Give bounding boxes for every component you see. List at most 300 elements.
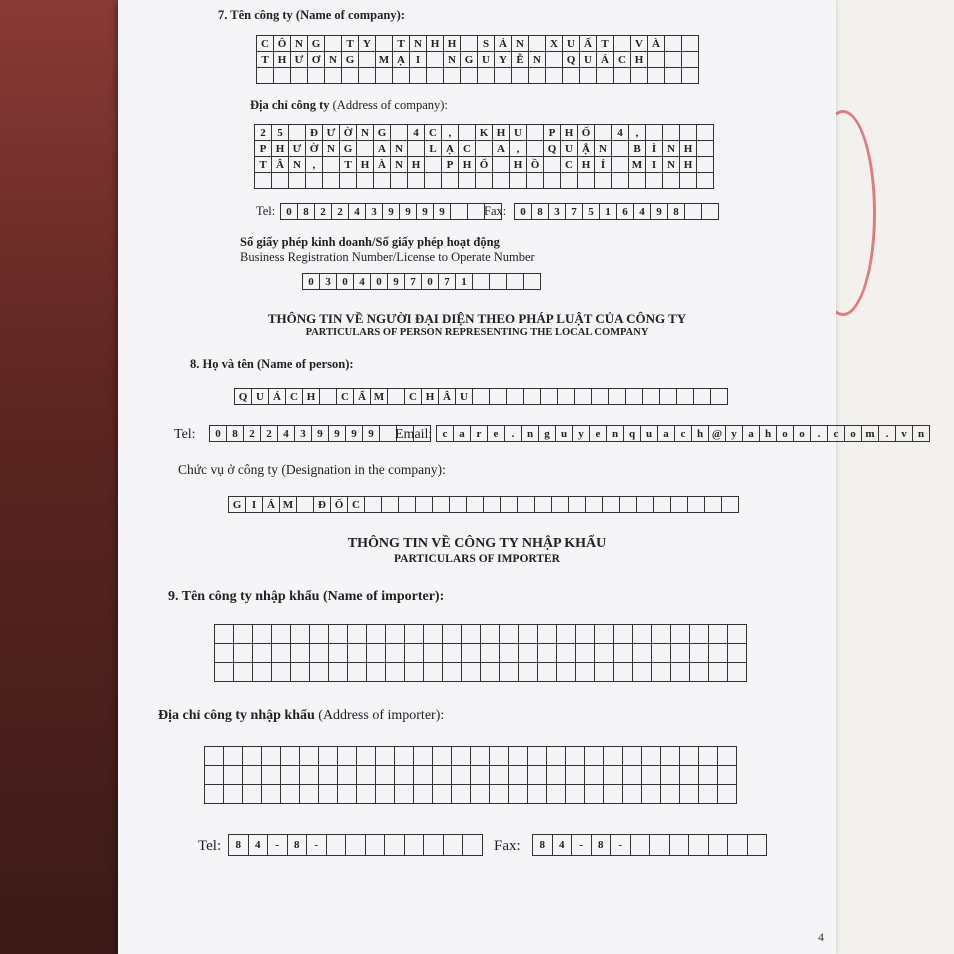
- grid-cell: [541, 389, 558, 405]
- grid-cell: [670, 835, 690, 856]
- grid-cell: [519, 644, 538, 663]
- grid-cell: A: [493, 141, 510, 157]
- grid-cell: [427, 68, 444, 84]
- grid-cell: [694, 389, 711, 405]
- grid-cell: [648, 68, 665, 84]
- grid-cell: [433, 785, 452, 804]
- grid-cell: [544, 157, 561, 173]
- grid-cell: [682, 52, 699, 68]
- grid-cell: [329, 644, 348, 663]
- grid-cell: [682, 68, 699, 84]
- grid-cell: [557, 625, 576, 644]
- grid-cell: [661, 747, 680, 766]
- grid-cell: [718, 766, 737, 785]
- grid-cell: N: [595, 141, 612, 157]
- grid-cell: e: [590, 426, 607, 442]
- grid-cell: [558, 389, 575, 405]
- grid-cell: [289, 125, 306, 141]
- grid-cell: [614, 644, 633, 663]
- grid-cell: [665, 52, 682, 68]
- grid-cell: L: [425, 141, 442, 157]
- grid-cell: [395, 747, 414, 766]
- grid-cell: [308, 68, 325, 84]
- grid-cell: [329, 625, 348, 644]
- grid-cell: r: [471, 426, 488, 442]
- grid-cell: o: [845, 426, 862, 442]
- grid-cell: [646, 173, 663, 189]
- grid-cell: [576, 625, 595, 644]
- label-en: (Name of importer):: [322, 589, 445, 604]
- grid-cell: [416, 497, 433, 513]
- grid-cell: [462, 644, 481, 663]
- grid-cell: 3: [366, 204, 383, 220]
- grid-cell: I: [410, 52, 427, 68]
- grid-cell: Ố: [578, 125, 595, 141]
- grid-cell: [535, 497, 552, 513]
- grid-cell: C: [425, 125, 442, 141]
- grid-cell: Ễ: [512, 52, 529, 68]
- grid-cell: G: [342, 52, 359, 68]
- grid-cell: [544, 173, 561, 189]
- grid-cell: [660, 389, 677, 405]
- grid-cell: P: [544, 125, 561, 141]
- grid-cell: [366, 835, 386, 856]
- grid-cell: [490, 274, 507, 290]
- grid-cell: [652, 644, 671, 663]
- grid-cell: ,: [510, 141, 527, 157]
- grid-cell: [604, 766, 623, 785]
- grid-cell: [376, 747, 395, 766]
- grid-cell: 8: [533, 835, 553, 856]
- grid-cell: [234, 663, 253, 682]
- grid-cell: [386, 663, 405, 682]
- grid-cell: 7: [566, 204, 583, 220]
- grid-cell: T: [597, 36, 614, 52]
- grid-cell: [552, 497, 569, 513]
- grid-cell: [272, 173, 289, 189]
- grid-cell: Ạ: [442, 141, 459, 157]
- grid-cell: .: [879, 426, 896, 442]
- grid-cell: [484, 497, 501, 513]
- grid-cell: [585, 766, 604, 785]
- grid-cell: C: [405, 389, 422, 405]
- grid-cell: [342, 68, 359, 84]
- grid-cell: B: [629, 141, 646, 157]
- grid-cell: U: [563, 36, 580, 52]
- grid-cell: [452, 766, 471, 785]
- rep-header-vi: THÔNG TIN VỀ NGƯỜI ĐẠI DIỆN THEO PHÁP LUẬT CỦA CÔNG TY: [267, 311, 687, 326]
- grid-cell: Q: [563, 52, 580, 68]
- grid-cell: [490, 747, 509, 766]
- grid-cell: [524, 274, 541, 290]
- grid-cell: [327, 835, 347, 856]
- grid-cell: [291, 625, 310, 644]
- grid-cell: [433, 497, 450, 513]
- importer-fax-grid: [532, 834, 767, 856]
- grid-cell: [697, 141, 714, 157]
- grid-cell: [597, 68, 614, 84]
- grid-cell: [680, 747, 699, 766]
- grid-cell: C: [459, 141, 476, 157]
- grid-cell: 4: [349, 204, 366, 220]
- grid-cell: U: [478, 52, 495, 68]
- grid-cell: T: [393, 36, 410, 52]
- grid-row: [205, 785, 737, 804]
- grid-cell: [728, 663, 747, 682]
- grid-cell: h: [692, 426, 709, 442]
- grid-cell: Q: [235, 389, 252, 405]
- grid-cell: [424, 625, 443, 644]
- grid-cell: [697, 157, 714, 173]
- grid-cell: [524, 389, 541, 405]
- grid-cell: [614, 663, 633, 682]
- grid-cell: [711, 389, 728, 405]
- grid-cell: U: [580, 52, 597, 68]
- grid-cell: [289, 173, 306, 189]
- grid-cell: [699, 747, 718, 766]
- grid-cell: [427, 52, 444, 68]
- grid-cell: [637, 497, 654, 513]
- grid-cell: A: [374, 141, 391, 157]
- grid-cell: [272, 644, 291, 663]
- grid-cell: [281, 785, 300, 804]
- grid-cell: H: [561, 125, 578, 141]
- license-grid: [302, 273, 541, 290]
- grid-cell: -: [572, 835, 592, 856]
- grid-cell: Ấ: [580, 36, 597, 52]
- grid-cell: [709, 835, 729, 856]
- grid-cell: [408, 173, 425, 189]
- grid-cell: [529, 36, 546, 52]
- grid-cell: [612, 141, 629, 157]
- grid-row: [303, 274, 541, 290]
- grid-cell: [462, 663, 481, 682]
- grid-cell: [471, 747, 490, 766]
- grid-cell: [493, 173, 510, 189]
- grid-cell: [566, 747, 585, 766]
- grid-cell: [357, 747, 376, 766]
- grid-cell: I: [246, 497, 263, 513]
- grid-cell: H: [422, 389, 439, 405]
- grid-cell: [654, 497, 671, 513]
- importer-header-vi: THÔNG TIN VỀ CÔNG TY NHẬP KHẨU: [347, 536, 607, 551]
- grid-cell: [272, 663, 291, 682]
- grid-cell: S: [478, 36, 495, 52]
- grid-row: [215, 625, 747, 644]
- company-tel-label: Tel:: [256, 204, 276, 218]
- grid-cell: [443, 644, 462, 663]
- grid-cell: [376, 785, 395, 804]
- grid-cell: [490, 766, 509, 785]
- grid-row: [235, 389, 728, 405]
- grid-cell: [215, 644, 234, 663]
- grid-cell: [473, 274, 490, 290]
- grid-cell: [661, 766, 680, 785]
- grid-cell: 4: [249, 835, 269, 856]
- grid-cell: [519, 663, 538, 682]
- grid-cell: [631, 68, 648, 84]
- grid-cell: [490, 389, 507, 405]
- grid-cell: [357, 141, 374, 157]
- grid-cell: ,: [629, 125, 646, 141]
- grid-cell: [365, 497, 382, 513]
- grid-cell: [367, 663, 386, 682]
- grid-cell: [291, 663, 310, 682]
- grid-cell: u: [556, 426, 573, 442]
- company-fax-label: Fax:: [484, 204, 507, 218]
- importer-tel-label: Tel:: [198, 838, 222, 854]
- grid-cell: -: [307, 835, 327, 856]
- grid-cell: N: [529, 52, 546, 68]
- grid-cell: 5: [583, 204, 600, 220]
- grid-cell: 4: [634, 204, 651, 220]
- grid-cell: G: [308, 36, 325, 52]
- grid-cell: [705, 497, 722, 513]
- grid-cell: G: [229, 497, 246, 513]
- grid-cell: M: [371, 389, 388, 405]
- grid-cell: [690, 663, 709, 682]
- grid-cell: Đ: [306, 125, 323, 141]
- grid-cell: [471, 785, 490, 804]
- grid-cell: N: [663, 157, 680, 173]
- grid-cell: [310, 644, 329, 663]
- form-page: [118, 0, 925, 954]
- grid-cell: Í: [595, 157, 612, 173]
- grid-cell: [481, 644, 500, 663]
- grid-cell: [459, 173, 476, 189]
- grid-cell: V: [631, 36, 648, 52]
- grid-cell: 7: [439, 274, 456, 290]
- grid-row: [215, 663, 747, 682]
- grid-cell: [633, 663, 652, 682]
- grid-cell: H: [357, 157, 374, 173]
- grid-cell: Ư: [289, 141, 306, 157]
- grid-cell: 6: [617, 204, 634, 220]
- grid-cell: [310, 625, 329, 644]
- grid-cell: [614, 625, 633, 644]
- grid-cell: [338, 785, 357, 804]
- grid-cell: [500, 644, 519, 663]
- grid-cell: [243, 766, 262, 785]
- grid-cell: [272, 625, 291, 644]
- grid-cell: [452, 747, 471, 766]
- grid-cell: n: [607, 426, 624, 442]
- grid-cell: N: [410, 36, 427, 52]
- grid-row: [215, 644, 747, 663]
- grid-cell: [561, 173, 578, 189]
- grid-cell: [444, 835, 464, 856]
- grid-cell: T: [257, 52, 274, 68]
- grid-cell: [603, 497, 620, 513]
- grid-cell: 9: [434, 204, 451, 220]
- grid-cell: [300, 747, 319, 766]
- grid-cell: C: [614, 52, 631, 68]
- grid-cell: 4: [354, 274, 371, 290]
- grid-cell: T: [342, 36, 359, 52]
- grid-cell: H: [444, 36, 461, 52]
- grid-cell: [348, 625, 367, 644]
- grid-cell: [528, 747, 547, 766]
- grid-cell: [680, 766, 699, 785]
- grid-cell: [697, 173, 714, 189]
- grid-cell: Ư: [291, 52, 308, 68]
- grid-cell: [661, 785, 680, 804]
- grid-cell: 8: [532, 204, 549, 220]
- grid-cell: C: [257, 36, 274, 52]
- grid-cell: H: [631, 52, 648, 68]
- grid-cell: a: [743, 426, 760, 442]
- importer-header-en: PARTICULARS OF IMPORTER: [394, 553, 560, 565]
- grid-cell: Ờ: [340, 125, 357, 141]
- grid-cell: C: [561, 157, 578, 173]
- grid-cell: H: [578, 157, 595, 173]
- grid-cell: [690, 644, 709, 663]
- label-en: (Address of company):: [332, 98, 448, 112]
- grid-cell: [493, 157, 510, 173]
- grid-cell: [393, 68, 410, 84]
- grid-cell: [595, 173, 612, 189]
- grid-cell: h: [760, 426, 777, 442]
- grid-cell: [424, 835, 444, 856]
- importer-tel-grid: [228, 834, 483, 856]
- grid-cell: -: [268, 835, 288, 856]
- grid-cell: H: [408, 157, 425, 173]
- grid-cell: [410, 68, 427, 84]
- grid-cell: [205, 785, 224, 804]
- grid-cell: [575, 389, 592, 405]
- grid-cell: [648, 52, 665, 68]
- grid-cell: [461, 36, 478, 52]
- grid-cell: [680, 125, 697, 141]
- license-label-en: Business Registration Number/License to Operate Number: [240, 250, 535, 264]
- grid-cell: [424, 644, 443, 663]
- grid-cell: [595, 644, 614, 663]
- grid-cell: [476, 141, 493, 157]
- grid-cell: [671, 663, 690, 682]
- grid-cell: G: [374, 125, 391, 141]
- grid-cell: [671, 625, 690, 644]
- grid-cell: [297, 497, 314, 513]
- grid-cell: [576, 644, 595, 663]
- grid-cell: [329, 663, 348, 682]
- grid-cell: [604, 785, 623, 804]
- grid-cell: X: [546, 36, 563, 52]
- grid-cell: [623, 747, 642, 766]
- grid-cell: y: [573, 426, 590, 442]
- grid-cell: [512, 68, 529, 84]
- grid-cell: 8: [227, 426, 244, 442]
- grid-cell: [490, 785, 509, 804]
- grid-cell: [319, 785, 338, 804]
- grid-cell: [478, 68, 495, 84]
- grid-cell: Á: [269, 389, 286, 405]
- grid-cell: [682, 36, 699, 52]
- grid-cell: T: [255, 157, 272, 173]
- company-tel-grid: [280, 203, 502, 220]
- grid-cell: [405, 625, 424, 644]
- grid-cell: [527, 141, 544, 157]
- company-fax-grid: [514, 203, 719, 220]
- grid-cell: [310, 663, 329, 682]
- grid-cell: [319, 747, 338, 766]
- grid-cell: [481, 625, 500, 644]
- grid-cell: [224, 766, 243, 785]
- grid-cell: [547, 766, 566, 785]
- grid-cell: [623, 766, 642, 785]
- grid-cell: n: [522, 426, 539, 442]
- grid-cell: [650, 835, 670, 856]
- person-name-label: [190, 357, 354, 372]
- grid-cell: [697, 125, 714, 141]
- grid-cell: [631, 835, 651, 856]
- grid-cell: [626, 389, 643, 405]
- grid-row: [255, 173, 714, 189]
- grid-cell: M: [280, 497, 297, 513]
- grid-row: [229, 497, 739, 513]
- grid-cell: Ố: [331, 497, 348, 513]
- grid-cell: 2: [244, 426, 261, 442]
- grid-cell: [424, 663, 443, 682]
- grid-cell: [391, 125, 408, 141]
- grid-cell: [612, 173, 629, 189]
- designation-label: Chức vụ ở công ty (Designation in the company):: [178, 462, 446, 477]
- grid-cell: Â: [439, 389, 456, 405]
- grid-cell: Ồ: [527, 157, 544, 173]
- grid-cell: [325, 68, 342, 84]
- grid-cell: [467, 497, 484, 513]
- grid-cell: Á: [597, 52, 614, 68]
- importer-fax-label: Fax:: [494, 838, 521, 854]
- grid-cell: [671, 644, 690, 663]
- grid-row: [515, 204, 719, 220]
- grid-cell: 8: [668, 204, 685, 220]
- grid-cell: [433, 766, 452, 785]
- grid-cell: [614, 68, 631, 84]
- grid-cell: c: [828, 426, 845, 442]
- grid-cell: [718, 785, 737, 804]
- grid-cell: [580, 68, 597, 84]
- grid-cell: [367, 644, 386, 663]
- grid-cell: [274, 68, 291, 84]
- grid-cell: M: [376, 52, 393, 68]
- grid-cell: [243, 747, 262, 766]
- grid-cell: K: [476, 125, 493, 141]
- grid-cell: m: [862, 426, 879, 442]
- grid-cell: [671, 497, 688, 513]
- grid-cell: 3: [320, 274, 337, 290]
- grid-cell: o: [777, 426, 794, 442]
- grid-cell: [386, 644, 405, 663]
- grid-cell: [509, 747, 528, 766]
- license-label-vi: Số giấy phép kinh doanh/Số giấy phép hoạt động: [240, 235, 500, 249]
- grid-cell: [348, 644, 367, 663]
- grid-cell: [382, 497, 399, 513]
- grid-cell: N: [663, 141, 680, 157]
- label-vi: Địa chỉ công ty: [250, 98, 330, 112]
- grid-cell: [234, 625, 253, 644]
- label-en: (Name of person):: [257, 357, 354, 371]
- grid-cell: [340, 173, 357, 189]
- grid-cell: e: [488, 426, 505, 442]
- grid-row: [281, 204, 502, 220]
- company-name-grid: [256, 35, 699, 84]
- grid-row: [257, 68, 699, 84]
- grid-cell: [291, 68, 308, 84]
- company-address-label: [250, 98, 448, 113]
- grid-cell: [509, 766, 528, 785]
- grid-cell: [722, 497, 739, 513]
- importer-address-label: [158, 708, 444, 724]
